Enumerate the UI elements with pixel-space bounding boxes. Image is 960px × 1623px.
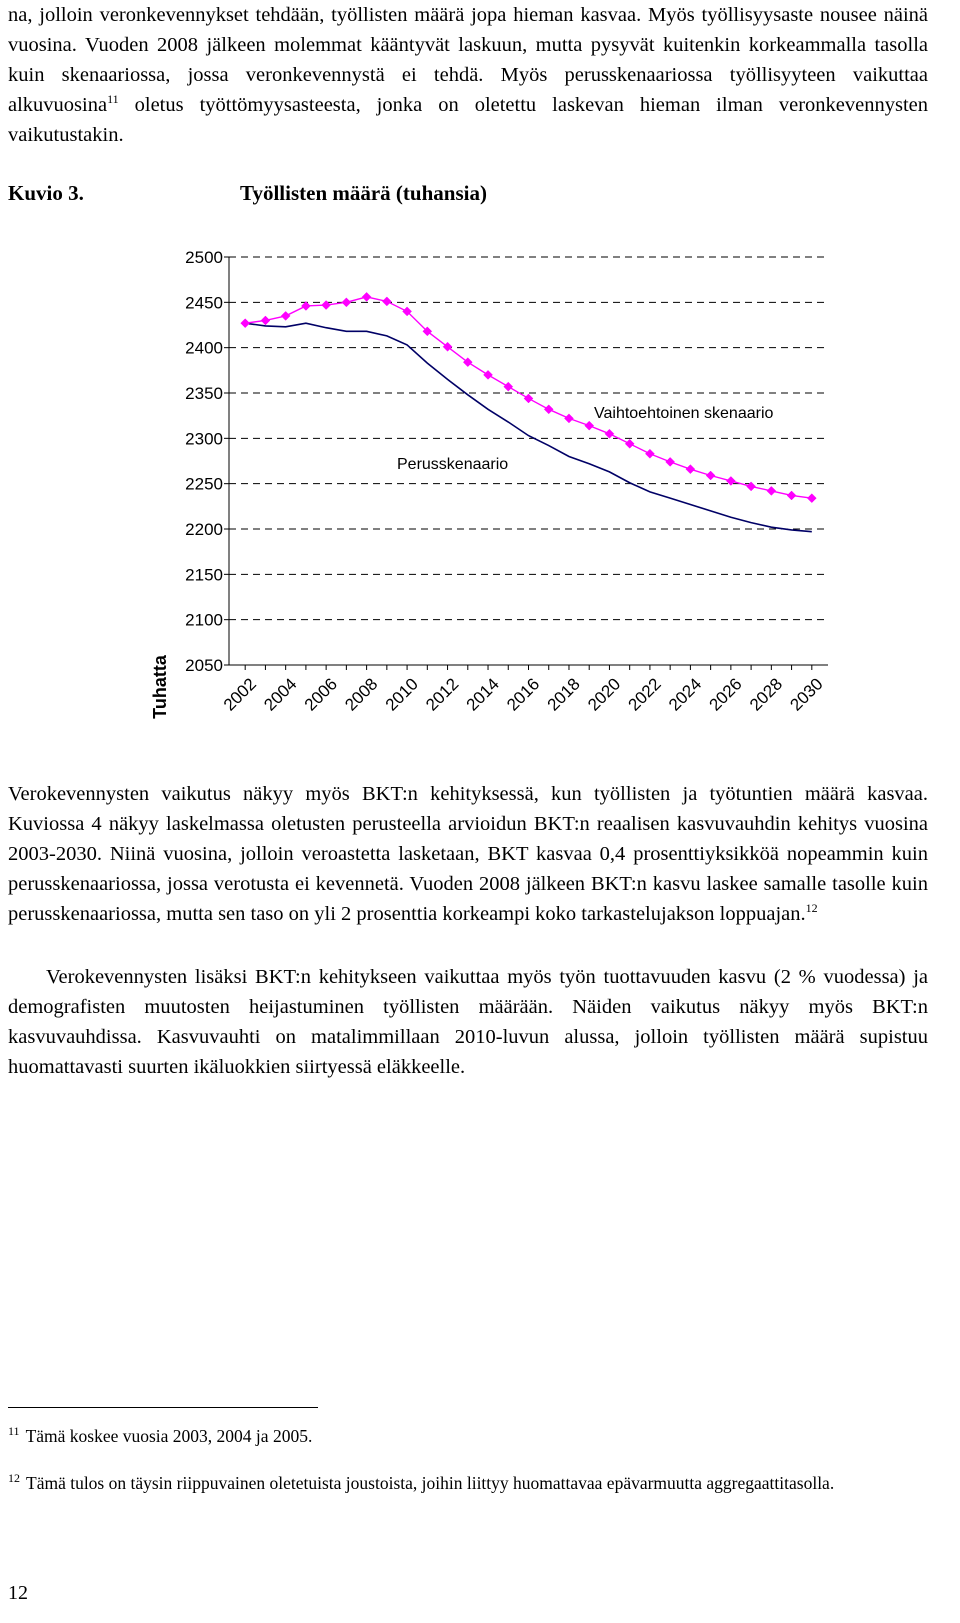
data-point <box>706 471 715 480</box>
data-point <box>807 494 816 503</box>
footnote-12 <box>8 1471 928 1496</box>
paragraph-3: Verokevennysten lisäksi BKT:n kehitykseen vaikuttaa myös työn tuottavuuden kasvu (2 % vuodessa) ja demografisten muutosten heijastuminen työllisten määrään. Näiden vaikutus näkyy myös BKT:n kasvuvauhdissa. Kasvuvauhti on matalimmillaan 2010-luvun alussa, jolloin työllisten määrä supistuu huomattavasti suurten ikäluokkien siirtyessä eläkkeelle. <box>8 966 928 1078</box>
data-point <box>564 414 573 423</box>
series-line <box>245 323 812 532</box>
figure-label: Kuvio 3. <box>8 181 84 205</box>
y-tick-label: 2500 <box>185 248 223 267</box>
x-tick-label: 2026 <box>705 674 746 715</box>
data-point <box>787 491 796 500</box>
x-tick-label: 2004 <box>260 674 301 715</box>
top-paragraph-text: na, jolloin veronkevennykset tehdään, työllisten määrä jopa hieman kasvaa. Myös työllisyysaste nousee näinä vuosina. Vuoden 2008 jälkeen molemmat kääntyvät laskuun, mutta pysyvät kuitenkin korkeammalla tasolla kuin skenaariossa, jossa veronkevennystä ei tehdä. Myös perusskenaariossa työllisyyteen vaikuttaa alkuvuosina <box>8 4 928 116</box>
data-point <box>261 316 270 325</box>
paragraph-2 <box>8 779 928 929</box>
x-tick-label: 2008 <box>341 674 382 715</box>
footnote-ref-11[interactable]: 11 <box>107 92 119 107</box>
employment-line-chart <box>0 228 960 748</box>
x-tick-label: 2010 <box>381 674 422 715</box>
page-number: 12 <box>8 1582 28 1604</box>
data-point <box>666 457 675 466</box>
data-point <box>767 486 776 495</box>
annotation-alternative-scenario: Vaihtoehtoinen skenaario <box>594 405 774 422</box>
footnote-text: Tämä koskee vuosia 2003, 2004 ja 2005. <box>25 1426 313 1446</box>
x-tick-label: 2030 <box>786 674 827 715</box>
figure-title: Työllisten määrä (tuhansia) <box>240 181 487 205</box>
y-tick-label: 2300 <box>185 429 223 449</box>
data-point <box>281 311 290 320</box>
data-point <box>544 405 553 414</box>
top-paragraph <box>8 0 928 150</box>
x-tick-label: 2022 <box>624 674 665 715</box>
top-paragraph-text-after: oletus työttömyysasteesta, jonka on oletettu laskevan hieman ilman veronkevennysten vaikutustakin. <box>8 94 928 146</box>
x-tick-label: 2024 <box>665 674 706 715</box>
chart-gridlines <box>229 257 828 620</box>
y-tick-label: 2050 <box>185 656 223 675</box>
data-point <box>484 370 493 379</box>
x-tick-label: 2006 <box>300 674 341 715</box>
y-tick-label: 2100 <box>185 610 223 630</box>
x-tick-label: 2002 <box>219 674 261 715</box>
y-axis-label: Tuhatta <box>150 655 170 719</box>
footnote-number: 11 <box>8 1424 20 1439</box>
data-point <box>524 394 533 403</box>
annotation-base-scenario: Perusskenaario <box>397 456 509 473</box>
footnote-ref-12[interactable]: 12 <box>805 901 818 916</box>
y-tick-label: 2150 <box>185 565 223 585</box>
x-tick-label: 2016 <box>503 674 544 715</box>
chart-axes <box>224 257 828 670</box>
x-tick-label: 2014 <box>462 674 503 715</box>
data-point <box>686 465 695 474</box>
x-tick-label: 2018 <box>543 674 584 715</box>
data-point <box>342 298 351 307</box>
series-alternative-scenario <box>241 292 817 502</box>
x-tick-labels <box>220 674 827 714</box>
x-tick-label: 2028 <box>745 674 787 715</box>
data-point <box>605 429 614 438</box>
footnote-text: Tämä tulos on täysin riippuvainen oletetuista joustoista, joihin liittyy huomattavaa epävarmuutta aggregaattitasolla. <box>26 1473 835 1493</box>
data-point <box>362 292 371 301</box>
data-point <box>241 319 250 328</box>
series-base-scenario <box>245 323 812 532</box>
data-point <box>504 382 513 391</box>
footnote-11 <box>8 1424 928 1449</box>
data-point <box>382 297 391 306</box>
data-point <box>585 421 594 430</box>
y-tick-label: 2200 <box>185 520 223 539</box>
y-tick-label: 2450 <box>185 293 223 313</box>
footnote-number: 12 <box>8 1471 20 1486</box>
x-tick-label: 2020 <box>584 674 625 715</box>
data-point <box>645 449 654 458</box>
data-point <box>625 439 634 448</box>
y-tick-labels <box>185 248 223 675</box>
y-tick-label: 2350 <box>185 384 223 403</box>
y-tick-label: 2250 <box>185 474 223 494</box>
footnote-divider <box>8 1407 318 1408</box>
y-tick-label: 2400 <box>185 338 223 358</box>
paragraph-2-text: Verokevennysten vaikutus näkyy myös BKT:n kehityksessä, kun työllisten ja työtuntien määrä kasvaa. Kuviossa 4 näkyy laskelmassa oletusten perusteella arvioidun BKT:n reaalisen kasvuvauhdin kehitys vuosina 2003-2030. Niinä vuosina, jolloin veroastetta lasketaan, BKT kasvaa 0,4 prosenttiyksikköä nopeammin kuin perusskenaariossa, jossa verotusta ei kevennetä. Vuoden 2008 jälkeen BKT:n kasvu laskee samalle tasolle kuin perusskenaariossa, mutta sen taso on yli 2 prosenttia korkeampi koko tarkastelujakson loppuajan. <box>8 783 928 925</box>
x-tick-label: 2012 <box>422 674 463 715</box>
